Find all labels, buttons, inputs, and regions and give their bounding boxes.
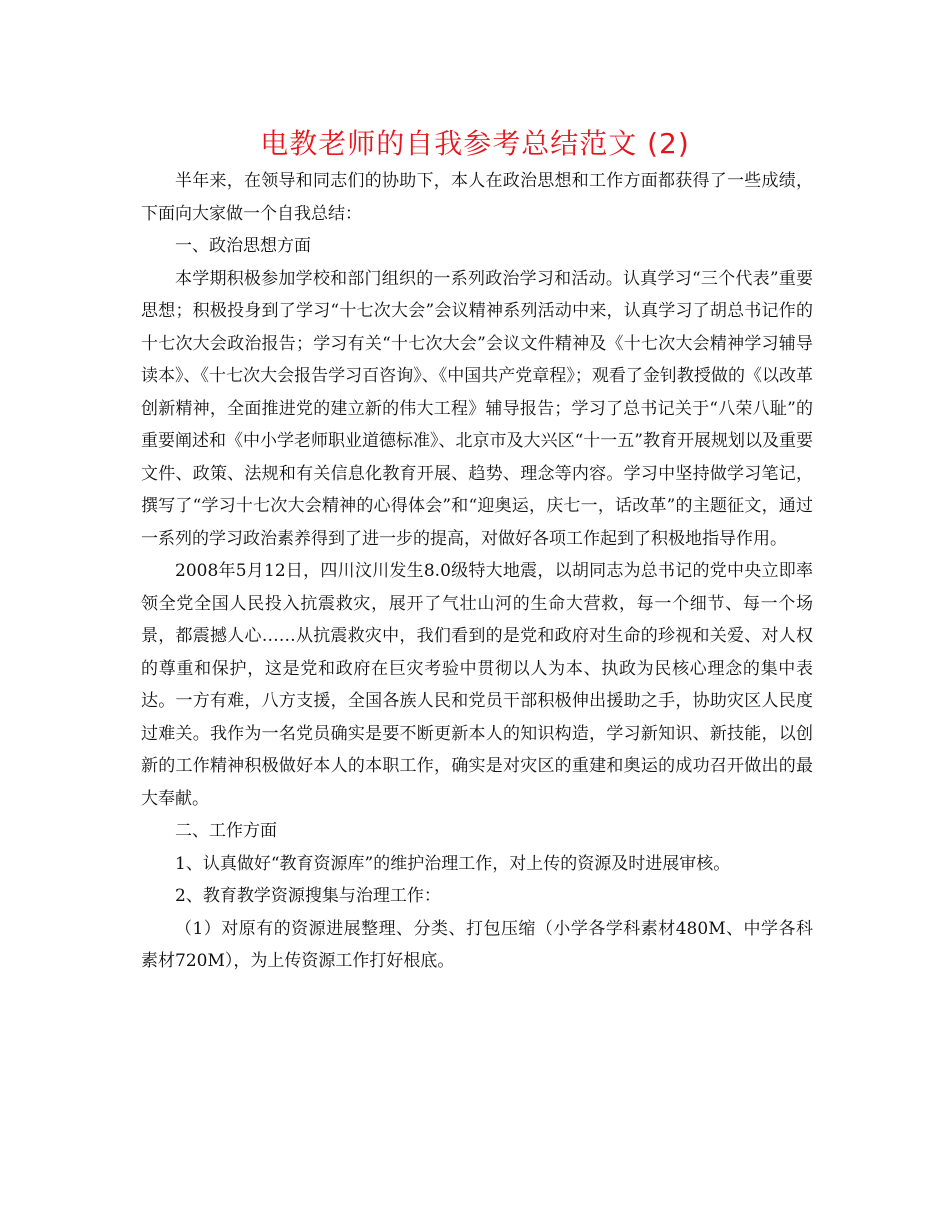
paragraph: 2、教育教学资源搜集与治理工作： [175, 886, 441, 906]
document-body [141, 165, 813, 978]
paragraph: 1、认真做好“教育资源库”的维护治理工作，对上传的资源及时进展审核。 [175, 853, 731, 874]
paragraph: （1）对原有的资源进展整理、分类、打包压缩（小学各学科素材480M、中学各科素材720M），为上传资源工作打好根底。 [141, 918, 813, 971]
section-heading: 二、工作方面 [175, 821, 277, 841]
paragraph: 半年来，在领导和同志们的协助下，本人在政治思想和工作方面都获得了一些成绩，下面向大家做一个自我总结： [141, 171, 813, 224]
paragraph: 2008年5月12日，四川汶川发生8.0级特大地震，以胡同志为总书记的党中央立即率领全党全国人民投入抗震救灾，展开了气壮山河的生命大营救，每一个细节、每一个场景，都震撼人心……从抗震救灾中，我们看到的是党和政府对生命的珍视和关爱、对人权的尊重和保护，这是党和政府在巨灾考验中贯彻以人为本、执政为民核心理念的集中表达。一方有难，八方支援，全国各族人民和党员干部积极伸出援助之手，协助灾区人民度过难关。我作为一名党员确实是要不断更新本人的知识构造，学习新知识、新技能，以创新的工作精神积极做好本人的本职工作，确实是对灾区的重建和奥运的成功召开做出的最大奉献。 [141, 561, 813, 809]
document-title: 电教老师的自我参考总结范文 (2) [260, 127, 690, 160]
section-heading: 一、政治思想方面 [175, 236, 311, 256]
paragraph: 本学期积极参加学校和部门组织的一系列政治学习和活动。认真学习“三个代表”重要思想；积极投身到了学习“十七次大会”会议精神系列活动中来，认真学习了胡总书记作的十七次大会政治报告；学习有关“十七次大会”会议文件精神及《十七次大会精神学习辅导读本》、《十七次大会报告学习百咨询》、《中国共产党章程》；观看了金钊教授做的《以改革创新精神，全面推进党的建立新的伟大工程》辅导报告；学习了总书记关于“八荣八耻”的重要阐述和《中小学老师职业道德标准》、北京市及大兴区“十一五”教育开展规划以及重要文件、政策、法规和有关信息化教育开展、趋势、理念等内容。学习中坚持做学习笔记，撰写了“学习十七次大会精神的心得体会”和“迎奥运，庆七一，话改革”的主题征文，通过一系列的学习政治素养得到了进一步的提高，对做好各项工作起到了积极地指导作用。 [141, 268, 813, 549]
